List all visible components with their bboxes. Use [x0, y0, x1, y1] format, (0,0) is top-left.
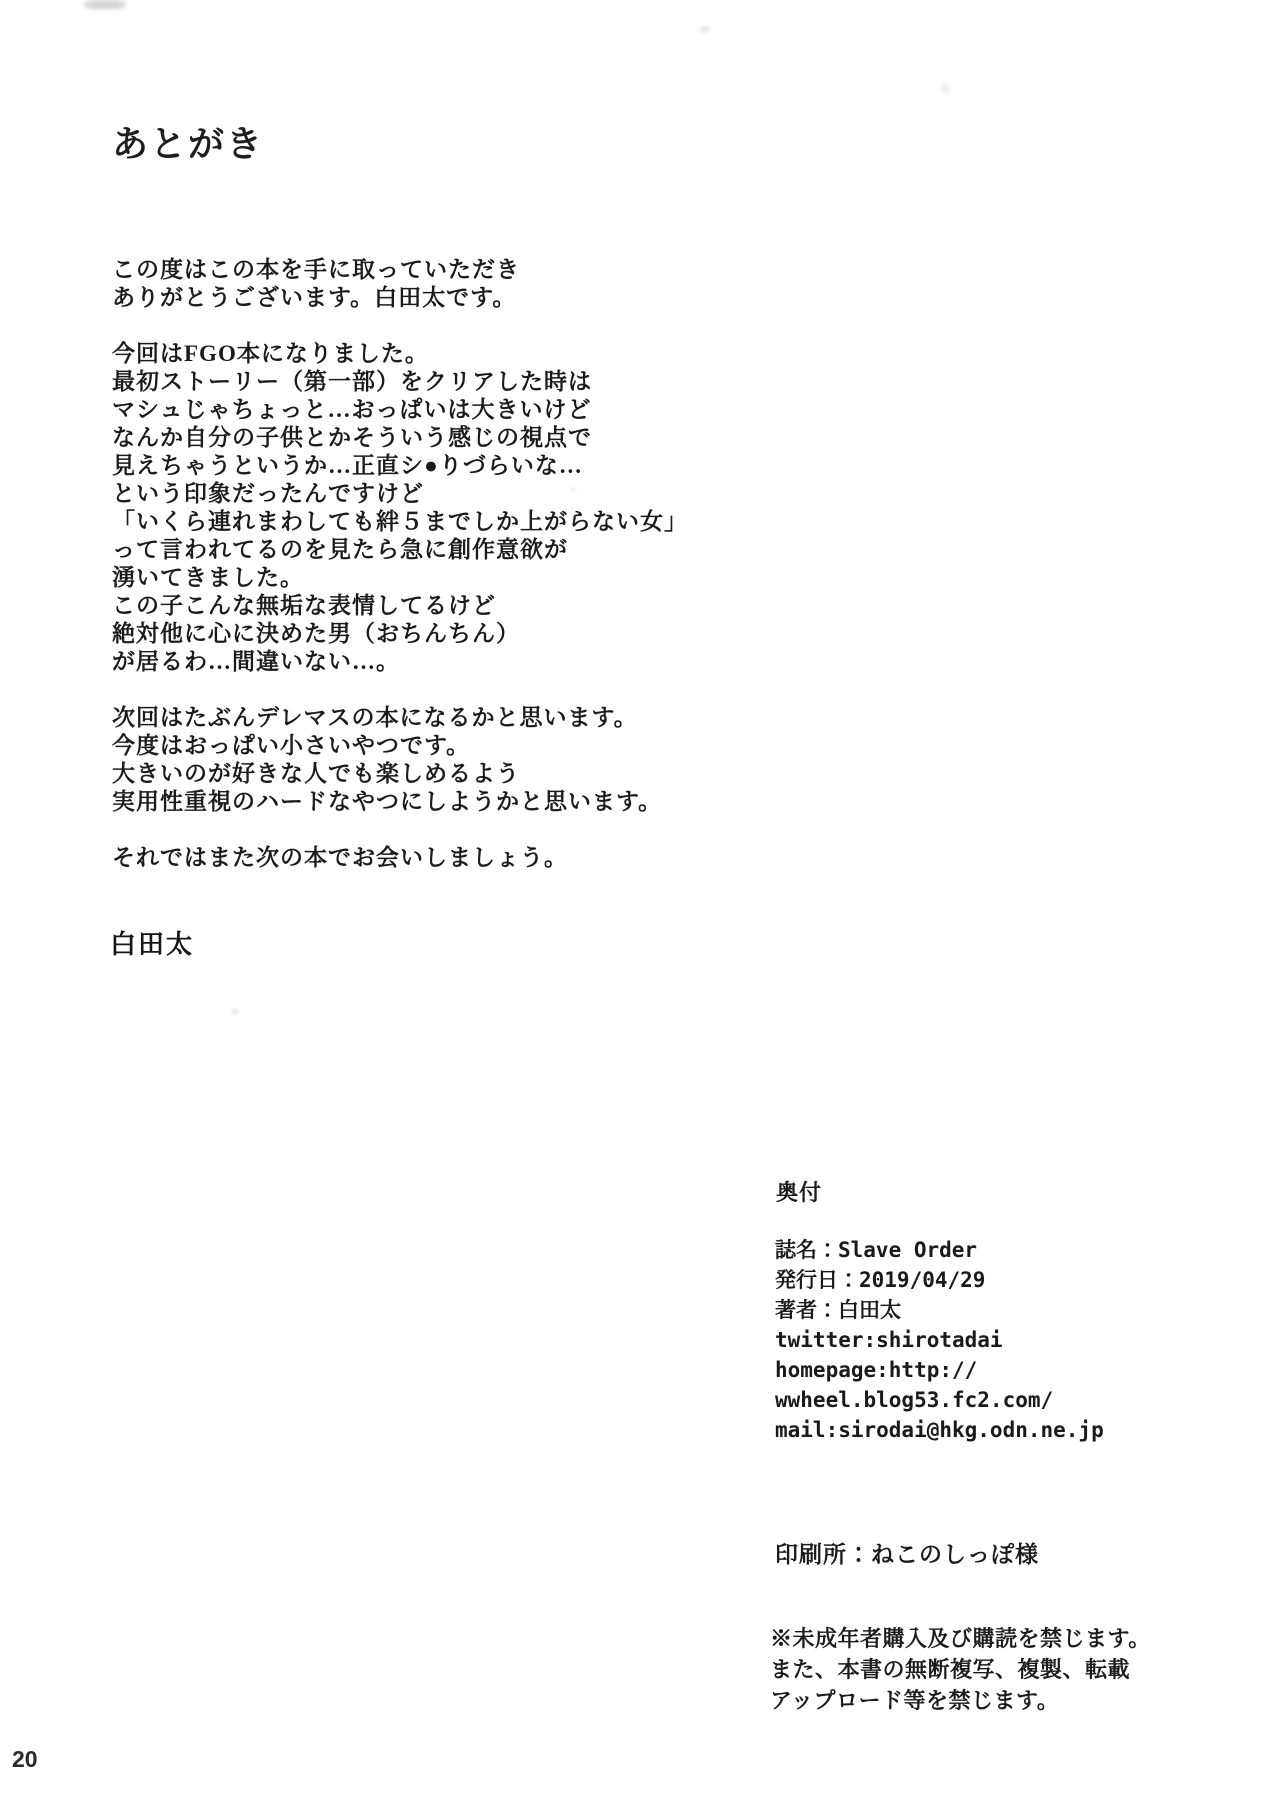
text-line: マシュじゃちょっと…おっぱいは大きいけど [112, 397, 592, 422]
text-line: それではまた次の本でお会いしましょう。 [112, 845, 568, 870]
age-restriction-disclaimer [770, 1623, 1151, 1716]
afterword-title: あとがき [112, 123, 265, 164]
text-line: という印象だったんですけど [112, 481, 424, 506]
text-line: 今度はおっぱい小さいやつです。 [112, 733, 471, 758]
colophon-details [775, 1235, 1104, 1445]
text-line: 最初ストーリー（第一部）をクリアした時は [112, 369, 592, 394]
text-line: この度はこの本を手に取っていただき [112, 257, 520, 282]
text-line: また、本書の無断複写、複製、転載 [770, 1657, 1131, 1682]
printer-credit: 印刷所：ねこのしっぽ様 [775, 1542, 1039, 1567]
text-line: 大きいのが好きな人でも楽しめるよう [112, 761, 520, 786]
page-number: 20 [12, 1746, 38, 1772]
scan-artifact [941, 84, 950, 93]
text-line: homepage:http:// [775, 1358, 978, 1382]
text-line: wwheel.blog53.fc2.com/ [775, 1388, 1054, 1412]
author-signature: 白田太 [110, 929, 195, 959]
text-line: mail:sirodai@hkg.odn.ne.jp [775, 1418, 1104, 1442]
text-line: ありがとうございます。白田太です。 [112, 285, 517, 310]
text-line [112, 312, 672, 340]
text-line [112, 816, 672, 844]
colophon-heading: 奥付 [776, 1180, 823, 1205]
scan-artifact [231, 1008, 239, 1015]
text-line [112, 676, 672, 704]
text-line: って言われてるのを見たら急に創作意欲が [112, 537, 568, 562]
text-line: なんか自分の子供とかそういう感じの視点で [112, 425, 592, 450]
text-line: 発行日：2019/04/29 [775, 1268, 986, 1292]
text-line: 見えちゃうというか…正直シ●りづらいな… [112, 453, 583, 478]
text-line: twitter:shirotadai [775, 1328, 1003, 1352]
text-line: 実用性重視のハードなやつにしようかと思います。 [112, 789, 663, 814]
scan-artifact [84, 0, 126, 9]
text-line: 次回はたぶんデレマスの本になるかと思います。 [112, 705, 638, 730]
text-line: アップロード等を禁じます。 [770, 1688, 1060, 1713]
text-line: が居るわ…間違いない…。 [112, 649, 400, 674]
text-line: 今回はFGO本になりました。 [112, 341, 429, 366]
text-line: 誌名：Slave Order [775, 1238, 978, 1262]
text-line: 著者：白田太 [775, 1298, 901, 1322]
scan-artifact [700, 26, 710, 33]
text-line: 絶対他に心に決めた男（おちんちん） [112, 621, 520, 646]
afterword-body-text [112, 256, 688, 872]
text-line: ※未成年者購入及び購読を禁じます。 [770, 1626, 1151, 1651]
text-line: 「いくら連れまわしても絆５までしか上がらない女」 [112, 509, 688, 534]
text-line: 湧いてきました。 [112, 565, 304, 590]
text-line: この子こんな無垢な表情してるけど [112, 593, 496, 618]
